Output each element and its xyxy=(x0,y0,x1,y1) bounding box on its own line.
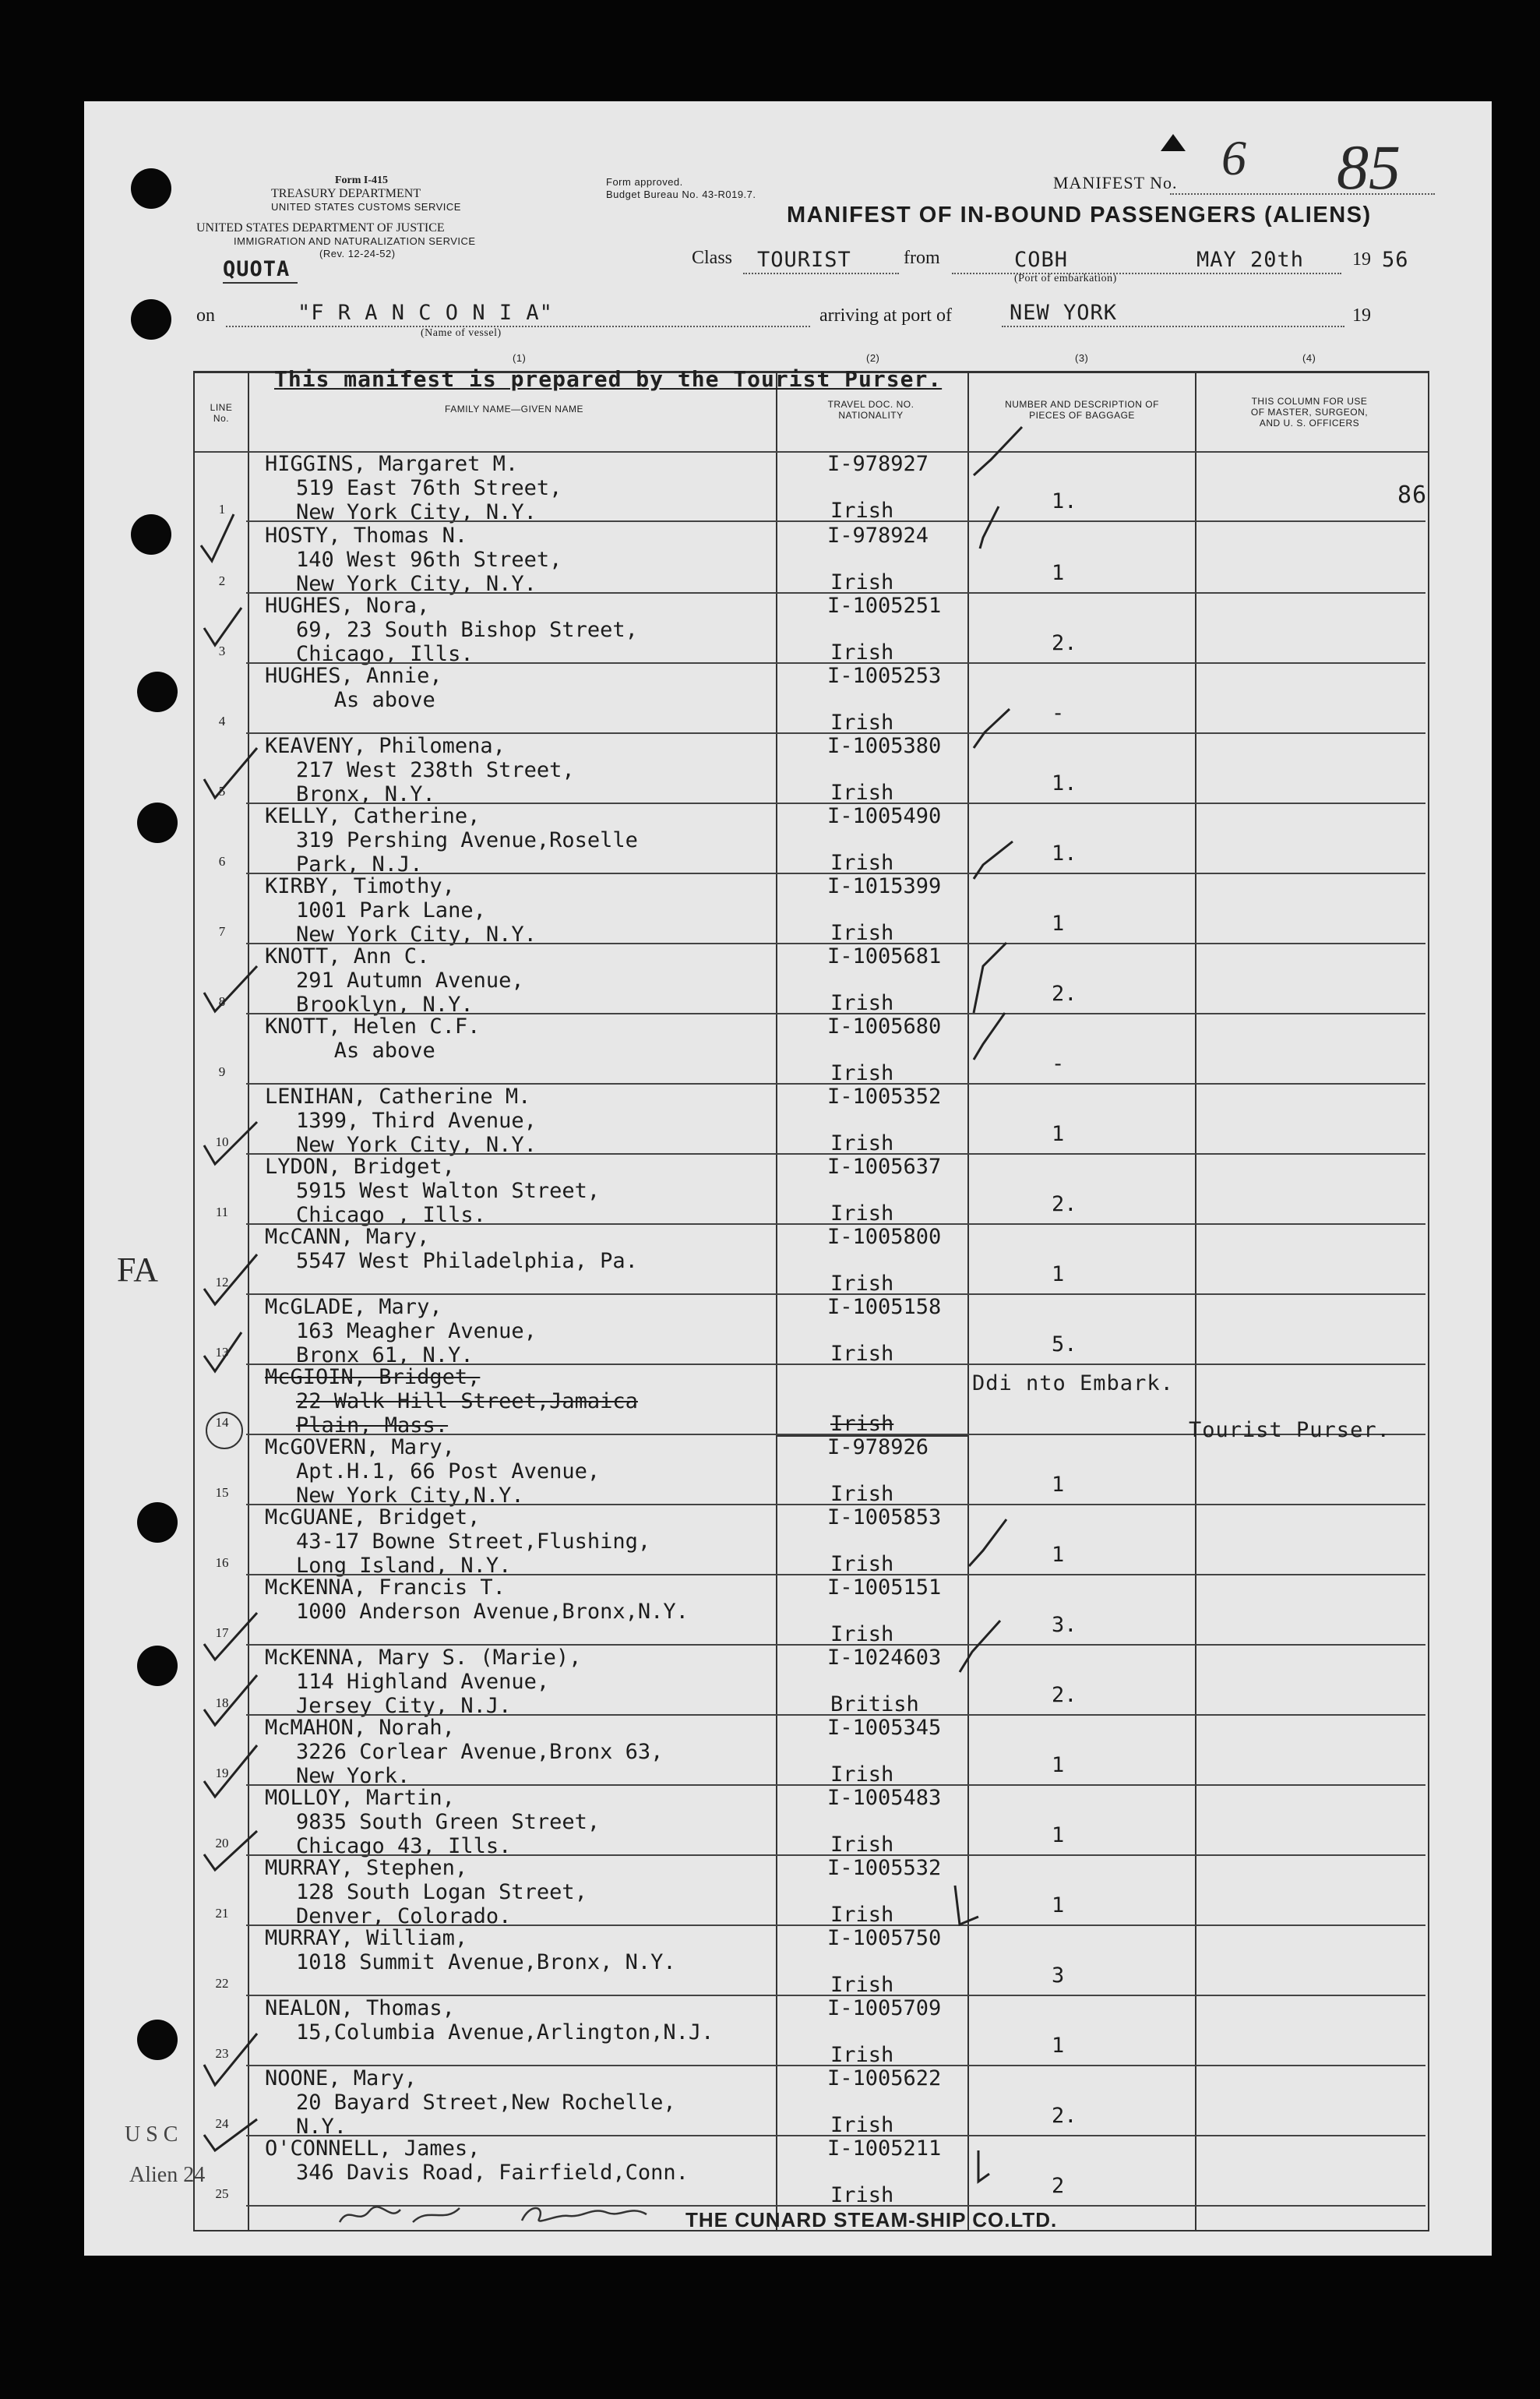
nationality: Irish xyxy=(830,921,894,945)
baggage-count: 2. xyxy=(1052,1683,1077,1707)
baggage-count: - xyxy=(1052,1052,1065,1076)
handwritten-page-mark: 85 xyxy=(1337,132,1401,203)
baggage-count: 1. xyxy=(1052,841,1077,866)
line-number: 6 xyxy=(218,854,226,869)
budget-bureau: Budget Bureau No. 43-R019.7. xyxy=(606,189,756,200)
header-name: FAMILY NAME—GIVEN NAME xyxy=(445,404,583,415)
passenger-name: McGUANE, Bridget, xyxy=(265,1505,481,1529)
passenger-name: MURRAY, Stephen, xyxy=(265,1856,468,1880)
margin-usc: U S C xyxy=(125,2122,178,2147)
passenger-address-line: Denver, Colorado. xyxy=(296,1904,512,1928)
passenger-name: HOSTY, Thomas N. xyxy=(265,524,468,548)
nationality: Irish xyxy=(830,781,894,805)
travel-doc-number: I-1005345 xyxy=(827,1716,942,1740)
nationality: Irish xyxy=(830,851,894,875)
nationality: Irish xyxy=(830,991,894,1015)
line-number: 22 xyxy=(215,1976,229,1991)
passenger-address-line: As above xyxy=(296,1039,435,1063)
baggage-count: 1. xyxy=(1052,489,1077,513)
passenger-address-line: New York City, N.Y. xyxy=(296,500,537,524)
travel-doc-number: I-1005483 xyxy=(827,1786,942,1810)
nationality: Irish xyxy=(830,711,894,735)
travel-doc-number: I-1005352 xyxy=(827,1085,942,1109)
baggage-count: 2. xyxy=(1052,1192,1077,1216)
passenger-name: NEALON, Thomas, xyxy=(265,1996,455,2020)
passenger-address-line: 20 Bayard Street,New Rochelle, xyxy=(296,2090,676,2115)
line-number: 13 xyxy=(215,1345,229,1360)
col-number-3: (3) xyxy=(1075,352,1089,364)
travel-doc-number: I-1005800 xyxy=(827,1225,942,1249)
travel-doc-number: I-1005709 xyxy=(827,1996,942,2020)
passenger-name: HUGHES, Nora, xyxy=(265,594,430,618)
passenger-address-line: Plain, Mass. xyxy=(296,1413,449,1438)
passenger-address-line: 1399, Third Avenue, xyxy=(296,1109,537,1133)
col-number-1: (1) xyxy=(513,352,527,364)
passenger-address-line: Bronx 61, N.Y. xyxy=(296,1343,474,1367)
baggage-count: 1 xyxy=(1052,2034,1065,2058)
nationality: Irish xyxy=(830,1342,894,1366)
passenger-address-line: Chicago 43, Ills. xyxy=(296,1834,512,1858)
nationality: Irish xyxy=(830,1622,894,1646)
passenger-name: McKENNA, Mary S. (Marie), xyxy=(265,1646,582,1670)
passenger-address-line: Chicago , Ills. xyxy=(296,1203,486,1227)
on-label: on xyxy=(196,305,215,326)
travel-doc-number: I-1005253 xyxy=(827,664,942,688)
treasury-dept: TREASURY DEPARTMENT xyxy=(271,187,421,200)
line-number: 17 xyxy=(215,1625,229,1640)
passenger-address-line: 519 East 76th Street, xyxy=(296,476,562,500)
passenger-name: HIGGINS, Margaret M. xyxy=(265,452,519,476)
margin-fa: FA xyxy=(117,1251,158,1289)
passenger-name: KELLY, Catherine, xyxy=(265,804,481,828)
baggage-count: 1 xyxy=(1052,1753,1065,1777)
header-baggage: NUMBER AND DESCRIPTION OF PIECES OF BAGGAGE xyxy=(1005,399,1159,421)
line-number: 19 xyxy=(215,1766,229,1780)
header-officers: THIS COLUMN FOR USE OF MASTER, SURGEON, AND U. S. OFFICERS xyxy=(1250,396,1369,429)
passenger-address-line: 291 Autumn Avenue, xyxy=(296,968,524,993)
nationality: Irish xyxy=(830,1201,894,1226)
baggage-count: 1 xyxy=(1052,561,1065,585)
baggage-count: 3 xyxy=(1052,1963,1065,1988)
line-number: 7 xyxy=(218,924,226,939)
manifest-no-label: MANIFEST No. xyxy=(1053,173,1178,192)
year-prefix-2: 19 xyxy=(1352,305,1371,326)
nationality: Irish xyxy=(830,2113,894,2137)
travel-doc-number: I-978927 xyxy=(827,452,929,476)
passenger-address-line: 1018 Summit Avenue,Bronx, N.Y. xyxy=(296,1950,676,1974)
baggage-count: 1 xyxy=(1052,1823,1065,1847)
travel-doc-number: I-1005853 xyxy=(827,1505,942,1529)
baggage-count: 1 xyxy=(1052,1473,1065,1497)
date-value: MAY 20th xyxy=(1196,248,1305,272)
baggage-count: - xyxy=(1052,701,1065,725)
baggage-count: 1 xyxy=(1052,1543,1065,1567)
passenger-address-line: As above xyxy=(296,688,435,712)
margin-alien: Alien 24 xyxy=(129,2163,206,2187)
purser-note: This manifest is prepared by the Tourist Purser. xyxy=(274,366,943,392)
class-label: Class xyxy=(692,248,733,268)
nationality: Irish xyxy=(830,2043,894,2067)
passenger-name: KIRBY, Timothy, xyxy=(265,874,455,898)
line-number: 24 xyxy=(215,2116,229,2131)
class-value: TOURIST xyxy=(757,248,851,272)
passenger-name: McGLADE, Mary, xyxy=(265,1295,442,1319)
line-number: 20 xyxy=(215,1836,229,1850)
baggage-count: 2. xyxy=(1052,2104,1077,2128)
passenger-address-line: 5915 West Walton Street, xyxy=(296,1179,601,1203)
passenger-address-line: 22 Walk Hill Street,Jamaica xyxy=(296,1389,638,1413)
baggage-count: 5. xyxy=(1052,1332,1077,1356)
passenger-name: LENIHAN, Catherine M. xyxy=(265,1085,531,1109)
nationality: Irish xyxy=(830,1061,894,1085)
line-number: 10 xyxy=(215,1134,229,1149)
passenger-address-line: 163 Meagher Avenue, xyxy=(296,1319,537,1343)
nationality: Irish xyxy=(830,640,894,665)
passenger-address-line: Brooklyn, N.Y. xyxy=(296,993,474,1017)
ins-service: IMMIGRATION AND NATURALIZATION SERVICE xyxy=(234,235,476,247)
from-label: from xyxy=(904,248,940,268)
line-number: 11 xyxy=(215,1205,229,1219)
passenger-name: NOONE, Mary, xyxy=(265,2066,418,2090)
handwritten-manifest-no: 6 xyxy=(1221,130,1246,185)
travel-doc-number: I-1005680 xyxy=(827,1014,942,1039)
nationality: Irish xyxy=(830,2183,894,2207)
header-line-no: LINE No. xyxy=(210,402,233,424)
embarkation-caption: (Port of embarkation) xyxy=(1014,273,1117,284)
travel-doc-number: I-1005532 xyxy=(827,1856,942,1880)
revision-date: (Rev. 12-24-52) xyxy=(319,248,396,259)
passenger-address-line: Bronx, N.Y. xyxy=(296,782,435,806)
nationality: Irish xyxy=(830,1482,894,1506)
baggage-count: 1 xyxy=(1052,1262,1065,1286)
baggage-count: 3. xyxy=(1052,1613,1077,1637)
passenger-name: MOLLOY, Martin, xyxy=(265,1786,455,1810)
line-number: 9 xyxy=(218,1064,226,1079)
travel-doc-number: I-1005637 xyxy=(827,1155,942,1179)
header-travel-doc: TRAVEL DOC. NO. NATIONALITY xyxy=(827,399,914,421)
passenger-address-line: 346 Davis Road, Fairfield,Conn. xyxy=(296,2161,689,2185)
passenger-address-line: Chicago, Ills. xyxy=(296,642,474,666)
passenger-address-line: 217 West 238th Street, xyxy=(296,758,575,782)
passenger-name: MURRAY, William, xyxy=(265,1926,468,1950)
line-number: 4 xyxy=(218,714,226,729)
line-number: 5 xyxy=(218,784,226,799)
nationality: Irish xyxy=(830,1552,894,1576)
manifest-title: MANIFEST OF IN-BOUND PASSENGERS (ALIENS) xyxy=(787,203,1372,228)
passenger-address-line: N.Y. xyxy=(296,2115,347,2139)
arriving-port: NEW YORK xyxy=(1010,301,1118,325)
passenger-address-line: New York. xyxy=(296,1764,411,1788)
passenger-name: KNOTT, Ann C. xyxy=(265,944,430,968)
passenger-address-line: New York City, N.Y. xyxy=(296,1133,537,1157)
travel-doc-number: I-1005158 xyxy=(827,1295,942,1319)
baggage-count: 1 xyxy=(1052,912,1065,936)
passenger-address-line: New York City,N.Y. xyxy=(296,1483,524,1508)
travel-doc-number: I-978926 xyxy=(827,1435,929,1459)
passenger-address-line: 15,Columbia Avenue,Arlington,N.J. xyxy=(296,2020,714,2044)
passenger-address-line: 114 Highland Avenue, xyxy=(296,1670,550,1694)
passenger-address-line: Jersey City, N.J. xyxy=(296,1694,512,1718)
passenger-name: McKENNA, Francis T. xyxy=(265,1575,506,1600)
line-number: 8 xyxy=(218,994,226,1009)
col-number-2: (2) xyxy=(866,352,880,364)
line-number: 14 xyxy=(215,1415,229,1430)
travel-doc-number: I-1024603 xyxy=(827,1646,942,1670)
baggage-count: 1 xyxy=(1052,1893,1065,1917)
passenger-address-line: 3226 Corlear Avenue,Bronx 63, xyxy=(296,1740,664,1764)
passenger-name: McCANN, Mary, xyxy=(265,1225,430,1249)
passenger-address-line: 9835 South Green Street, xyxy=(296,1810,601,1834)
travel-doc-number: I-1015399 xyxy=(827,874,942,898)
passenger-name: McGOVERN, Mary, xyxy=(265,1435,455,1459)
passenger-name: McMAHON, Norah, xyxy=(265,1716,455,1740)
col-number-4: (4) xyxy=(1302,352,1316,364)
line-number: 12 xyxy=(215,1275,229,1289)
arriving-label: arriving at port of xyxy=(819,305,952,326)
baggage-count: 1. xyxy=(1052,771,1077,796)
nationality: British xyxy=(830,1692,919,1716)
travel-doc-number: I-1005622 xyxy=(827,2066,942,2090)
passenger-address-line: 140 West 96th Street, xyxy=(296,548,562,572)
passenger-address-line: 43-17 Bowne Street,Flushing, xyxy=(296,1529,651,1554)
passenger-address-line: 5547 West Philadelphia, Pa. xyxy=(296,1249,638,1273)
passenger-address-line: New York City, N.Y. xyxy=(296,923,537,947)
from-value: COBH xyxy=(1014,248,1069,272)
tourist-purser-note: Tourist Purser. xyxy=(1189,1418,1390,1442)
line-number: 21 xyxy=(215,1906,229,1921)
passenger-name: O'CONNELL, James, xyxy=(265,2136,481,2161)
nationality: Irish xyxy=(830,1762,894,1787)
customs-service: UNITED STATES CUSTOMS SERVICE xyxy=(271,201,461,213)
passenger-address-line: 69, 23 South Bishop Street, xyxy=(296,618,638,642)
passenger-address-line: Long Island, N.Y. xyxy=(296,1554,512,1578)
nationality: Irish xyxy=(830,570,894,594)
passenger-name: HUGHES, Annie, xyxy=(265,664,442,688)
nationality: Irish xyxy=(830,1131,894,1155)
nationality: Irish xyxy=(830,1973,894,1997)
nationality: Irish xyxy=(830,1272,894,1296)
travel-doc-number: I-978924 xyxy=(827,524,929,548)
approval-note: Form approved. xyxy=(606,176,683,188)
did-not-embark-note: Ddi nto Embark. xyxy=(972,1371,1174,1395)
passenger-address-line: New York City, N.Y. xyxy=(296,572,537,596)
baggage-count: 1 xyxy=(1052,1122,1065,1146)
line-number: 23 xyxy=(215,2046,229,2061)
nationality: Irish xyxy=(830,1833,894,1857)
line-number: 2 xyxy=(218,573,226,588)
passenger-address-line: 1001 Park Lane, xyxy=(296,898,486,923)
line-number: 25 xyxy=(215,2186,229,2201)
baggage-count: 2. xyxy=(1052,982,1077,1006)
passenger-address-line: Apt.H.1, 66 Post Avenue, xyxy=(296,1459,601,1483)
travel-doc-number: I-1005211 xyxy=(827,2136,942,2161)
year-prefix: 19 xyxy=(1352,249,1371,270)
form-number: Form I-415 xyxy=(335,175,389,186)
quota-label: QUOTA xyxy=(223,257,291,281)
line-number: 16 xyxy=(215,1555,229,1570)
travel-doc-number: I-1005490 xyxy=(827,804,942,828)
passenger-name: LYDON, Bridget, xyxy=(265,1155,455,1179)
page-number: 86 xyxy=(1397,482,1428,509)
nationality: Irish xyxy=(830,499,894,523)
line-number: 15 xyxy=(215,1485,229,1500)
passenger-address-line: Park, N.J. xyxy=(296,852,423,877)
travel-doc-number: I-1005380 xyxy=(827,734,942,758)
passenger-address-line: 319 Pershing Avenue,Roselle xyxy=(296,828,638,852)
travel-doc-number: I-1005750 xyxy=(827,1926,942,1950)
passenger-name: KEAVENY, Philomena, xyxy=(265,734,506,758)
passenger-name: McGIOIN, Bridget, xyxy=(265,1365,481,1389)
line-number: 18 xyxy=(215,1695,229,1710)
travel-doc-number: I-1005151 xyxy=(827,1575,942,1600)
passenger-address-line: 128 South Logan Street, xyxy=(296,1880,587,1904)
baggage-count: 2 xyxy=(1052,2174,1065,2198)
baggage-count: 2. xyxy=(1052,631,1077,655)
nationality: Irish xyxy=(830,1412,894,1436)
passenger-address-line: 1000 Anderson Avenue,Bronx,N.Y. xyxy=(296,1600,689,1624)
vessel-name: "F R A N C O N I A" xyxy=(298,301,553,325)
passenger-name: KNOTT, Helen C.F. xyxy=(265,1014,481,1039)
cunard-footer: THE CUNARD STEAM-SHIP CO.LTD. xyxy=(685,2208,1058,2231)
year-value: 56 xyxy=(1382,248,1409,272)
line-number: 3 xyxy=(218,644,226,658)
line-number: 1 xyxy=(218,502,226,517)
travel-doc-number: I-1005251 xyxy=(827,594,942,618)
justice-dept: UNITED STATES DEPARTMENT OF JUSTICE xyxy=(196,221,445,235)
travel-doc-number: I-1005681 xyxy=(827,944,942,968)
vessel-caption: (Name of vessel) xyxy=(421,327,502,339)
nationality: Irish xyxy=(830,1903,894,1927)
